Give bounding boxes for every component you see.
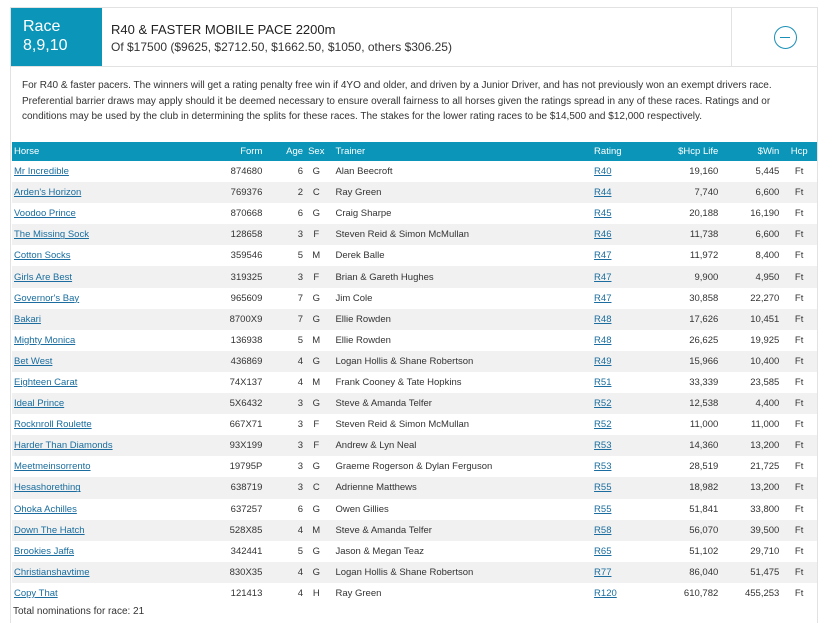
hcp-cell: Ft [794,545,804,557]
table-row [12,330,817,351]
horse-name-link[interactable]: Hesashorething [14,482,81,494]
horse-name-cell [12,161,195,182]
trainer-cell: Adrienne Matthews [327,477,592,498]
table-row [12,520,817,541]
form-cell: 769376 [195,182,264,203]
horse-name-cell [12,414,195,435]
hcp-life-cell: 14,360 [661,435,720,456]
hcp-life-cell: 28,519 [689,461,719,473]
age-cell: 3 [264,224,305,245]
rating-link[interactable]: R77 [594,566,612,578]
hcp-life-cell: 11,738 [661,224,720,245]
rating-link[interactable]: R47 [594,271,612,283]
horse-name-link[interactable]: Down The Hatch [14,524,85,536]
age-cell: 2 [264,182,305,203]
age-cell: 3 [264,435,305,456]
race-title: R40 & FASTER MOBILE PACE 2200m [111,22,336,37]
rating-link[interactable]: R46 [594,229,612,241]
hcp-life-cell: 51,841 [689,503,719,515]
hcp-life-cell: 30,858 [689,292,719,304]
sex-cell: F [305,224,327,245]
age-cell: 6 [297,503,304,515]
horse-name-cell [12,330,195,351]
rating-link[interactable]: R53 [594,440,612,452]
horse-name-link[interactable]: Cotton Socks [14,250,71,262]
win-cell: 5,445 [755,166,780,178]
age-cell: 3 [264,393,305,414]
hcp-life-cell: 86,040 [661,562,720,583]
form-cell: 359546 [230,250,263,262]
hcp-cell: Ft [781,266,817,287]
table-header-row [12,142,817,161]
form-cell: 342441 [230,545,263,557]
trainer-cell: Ellie Rowden [327,309,592,330]
horse-name-cell [12,245,195,266]
col-horse: Horse [12,142,195,161]
sex-cell: G [305,351,327,372]
form-cell: 319325 [195,266,264,287]
hcp-cell: Ft [781,562,817,583]
form-cell: 638719 [195,477,264,498]
trainer-cell: Steven Reid & Simon McMullan [335,419,470,431]
table-row [12,203,817,224]
win-cell: 33,800 [750,503,780,515]
age-cell: 5 [297,334,304,346]
age-cell: 4 [297,587,304,599]
horse-name-link[interactable]: Meetmeinsorrento [14,461,91,473]
trainer-cell: Steve & Amanda Telfer [327,520,592,541]
rating-link[interactable]: R53 [594,461,612,473]
rating-cell [592,245,661,266]
sex-cell: M [312,334,321,346]
table-row [12,541,817,562]
horse-name-cell [12,520,195,541]
race-conditions: For R40 & faster pacers. The winners will get a rating penalty free win if 4YO and older, and driven by a Junior Driver, and has not previously won an exempt drivers race. Preferential barrier draws may apply should it be deemed necessary to ensure overall fairness to all horses given the ratings spread in any of these races. Ratings and or conditions may be used by the club in determining the splits for these races. The stakes for the lower rating races to be $14,500 and $12,000 respectively. [22,80,772,122]
sex-cell: F [313,419,320,431]
table-row [12,372,817,393]
race-number-box [11,8,102,66]
trainer-cell: Ellie Rowden [335,334,391,346]
table-row [12,499,817,520]
hcp-cell: Ft [781,351,817,372]
sex-cell: G [305,562,327,583]
table-body [12,161,817,604]
win-cell: 21,725 [750,461,780,473]
sex-cell: G [312,503,320,515]
win-cell: 13,200 [720,435,781,456]
table-row [12,245,817,266]
table-row [12,182,817,203]
sex-cell: M [312,250,321,262]
rating-link[interactable]: R48 [594,334,612,346]
rating-link[interactable]: R51 [594,376,612,388]
hcp-life-cell: 56,070 [661,520,720,541]
hcp-life-cell: 18,982 [661,477,720,498]
horse-name-link[interactable]: Girls Are Best [14,271,73,283]
horse-name-link[interactable]: Bet West [14,355,53,367]
rating-cell [592,330,661,351]
win-cell: 6,600 [720,224,781,245]
rating-cell [592,477,661,498]
form-cell: 74X137 [229,376,263,388]
table-row [12,393,817,414]
age-cell: 4 [264,351,305,372]
nominations-table [12,142,817,604]
hcp-cell: Ft [794,292,804,304]
sex-cell: G [305,393,327,414]
rating-cell [592,435,661,456]
trainer-cell: Frank Cooney & Tate Hopkins [335,376,462,388]
hcp-cell: Ft [794,208,804,220]
race-label: Race [23,18,61,35]
table-row [12,456,817,477]
col-win: $Win [720,142,781,161]
hcp-life-cell: 17,626 [661,309,720,330]
hcp-cell: Ft [781,520,817,541]
hcp-cell: Ft [781,309,817,330]
age-cell: 5 [297,545,304,557]
race-header [11,8,817,67]
trainer-cell: Jim Cole [335,292,373,304]
win-cell: 23,585 [750,376,780,388]
age-cell: 7 [264,309,305,330]
age-cell: 7 [297,292,304,304]
horse-name-cell [12,351,195,372]
win-cell: 22,270 [750,292,780,304]
horse-name-link[interactable]: Copy That [14,587,58,599]
hcp-life-cell: 51,102 [689,545,719,557]
rating-cell [592,203,661,224]
horse-name-cell [12,288,195,309]
trainer-cell: Derek Balle [335,250,385,262]
hcp-cell: Ft [781,477,817,498]
rating-link[interactable]: R52 [594,419,612,431]
hcp-cell: Ft [794,250,804,262]
race-purse: Of $17500 ($9625, $2712.50, $1662.50, $1050, others $306.25) [111,40,452,54]
rating-cell [592,562,661,583]
hcp-life-cell: 7,740 [661,182,720,203]
form-cell: 121413 [230,587,263,599]
trainer-cell: Graeme Rogerson & Dylan Ferguson [335,461,493,473]
trainer-cell: Steve & Amanda Telfer [327,393,592,414]
sex-cell: M [312,376,321,388]
trainer-cell: Steven Reid & Simon McMullan [327,224,592,245]
rating-link[interactable]: R49 [594,355,612,367]
rating-cell [592,520,661,541]
rating-cell [592,309,661,330]
win-cell: 4,950 [720,266,781,287]
horse-name-cell [12,372,195,393]
rating-link[interactable]: R40 [594,166,612,178]
table-row [12,224,817,245]
col-hcp: Hcp [781,142,817,161]
trainer-cell: Ray Green [327,182,592,203]
col-form: Form [195,142,264,161]
trainer-cell: Jason & Megan Teaz [335,545,425,557]
horse-name-link[interactable]: Ideal Prince [14,398,65,410]
horse-name-cell [12,583,195,604]
rating-link[interactable]: R44 [594,187,612,199]
horse-name-cell [12,499,195,520]
hcp-cell: Ft [794,587,804,599]
horse-name-cell [12,393,195,414]
rating-cell [592,182,661,203]
form-cell: 965609 [230,292,263,304]
horse-name-link[interactable]: Bakari [14,313,41,325]
age-cell: 6 [297,166,304,178]
horse-name-cell [12,435,195,456]
sex-cell: G [305,309,327,330]
race-panel [10,7,818,623]
rating-link[interactable]: R45 [594,208,612,220]
horse-name-link[interactable]: Ohoka Achilles [14,503,77,515]
hcp-cell: Ft [781,182,817,203]
table-row [12,435,817,456]
form-cell: 19795P [229,461,263,473]
rating-link[interactable]: R55 [594,482,612,494]
trainer-cell: Owen Gillies [335,503,389,515]
form-cell: 528X85 [195,520,264,541]
horse-name-link[interactable]: Rocknroll Roulette [14,419,92,431]
sex-cell: G [312,208,320,220]
horse-name-link[interactable]: Eighteen Carat [14,376,78,388]
collapse-toggle-area [731,8,817,66]
horse-name-link[interactable]: Brookies Jaffa [14,545,75,557]
minus-circle-icon[interactable] [774,26,797,49]
rating-link[interactable]: R47 [594,250,612,262]
sex-cell: G [312,545,320,557]
rating-link[interactable]: R52 [594,398,612,410]
rating-cell [592,161,661,182]
horse-name-cell [12,562,195,583]
sex-cell: G [312,461,320,473]
table-row [12,288,817,309]
form-cell: 136938 [230,334,263,346]
form-cell: 93X199 [195,435,264,456]
col-hcp-life: $Hcp Life [661,142,720,161]
form-cell: 667X71 [229,419,263,431]
hcp-life-cell: 12,538 [661,393,720,414]
age-cell: 3 [297,461,304,473]
hcp-life-cell: 11,000 [689,419,719,431]
trainer-cell: Andrew & Lyn Neal [327,435,592,456]
horse-name-cell [12,456,195,477]
win-cell: 8,400 [755,250,780,262]
win-cell: 39,500 [720,520,781,541]
hcp-life-cell: 33,339 [689,376,719,388]
form-cell: 128658 [195,224,264,245]
trainer-cell: Craig Sharpe [335,208,392,220]
trainer-cell: Brian & Gareth Hughes [327,266,592,287]
rating-link[interactable]: R120 [594,587,617,599]
win-cell: 16,190 [750,208,780,220]
horse-name-cell [12,477,195,498]
rating-cell [592,266,661,287]
table-row [12,351,817,372]
hcp-cell: Ft [794,503,804,515]
age-cell: 4 [264,562,305,583]
hcp-life-cell: 26,625 [689,334,719,346]
age-cell: 3 [264,477,305,498]
table-row [12,583,817,604]
sex-cell: G [312,166,320,178]
age-cell: 3 [297,419,304,431]
hcp-life-cell: 9,900 [661,266,720,287]
rating-link[interactable]: R55 [594,503,612,515]
col-sex: Sex [305,142,327,161]
age-cell: 5 [297,250,304,262]
sex-cell: F [305,266,327,287]
hcp-cell: Ft [794,376,804,388]
win-cell: 10,400 [720,351,781,372]
trainer-cell: Alan Beecroft [335,166,393,178]
table-row [12,161,817,182]
horse-name-cell [12,266,195,287]
win-cell: 29,710 [750,545,780,557]
age-cell: 6 [297,208,304,220]
form-cell: 830X35 [195,562,264,583]
col-age: Age [264,142,305,161]
rating-cell [592,583,661,604]
rating-link[interactable]: R58 [594,524,612,536]
horse-name-cell [12,203,195,224]
horse-name-link[interactable]: Mr Incredible [14,166,69,178]
race-numbers: 8,9,10 [23,37,68,54]
table-row [12,309,817,330]
rating-link[interactable]: R65 [594,545,612,557]
sex-cell: H [312,587,320,599]
sex-cell: C [305,477,327,498]
col-trainer: Trainer [327,142,592,161]
rating-cell [592,456,661,477]
sex-cell: M [305,520,327,541]
horse-name-cell [12,541,195,562]
win-cell: 10,451 [720,309,781,330]
win-cell: 19,925 [750,334,780,346]
hcp-life-cell: 610,782 [683,587,719,599]
trainer-cell: Ray Green [335,587,382,599]
horse-name-link[interactable]: Harder Than Diamonds [14,440,113,452]
rating-cell [592,499,661,520]
form-cell: 874680 [230,166,263,178]
col-rating: Rating [592,142,661,161]
total-nominations: Total nominations for race: 21 [13,606,145,617]
hcp-life-cell: 11,972 [689,250,719,262]
rating-link[interactable]: R48 [594,313,612,325]
horse-name-link[interactable]: Voodoo Prince [14,208,76,220]
form-cell: 637257 [230,503,263,515]
form-cell: 5X6432 [195,393,264,414]
hcp-cell: Ft [781,435,817,456]
table-row [12,562,817,583]
sex-cell: G [312,292,320,304]
win-cell: 455,253 [744,587,780,599]
hcp-cell: Ft [794,419,804,431]
rating-cell [592,372,661,393]
horse-name-cell [12,224,195,245]
rating-cell [592,541,661,562]
form-cell: 870668 [230,208,263,220]
horse-name-link[interactable]: Mighty Monica [14,334,76,346]
horse-name-link[interactable]: Christianshavtime [14,566,90,578]
horse-name-link[interactable]: Governor's Bay [14,292,80,304]
rating-cell [592,351,661,372]
rating-link[interactable]: R47 [594,292,612,304]
age-cell: 4 [264,520,305,541]
win-cell: 6,600 [720,182,781,203]
age-cell: 3 [264,266,305,287]
hcp-cell: Ft [794,461,804,473]
horse-name-link[interactable]: Arden's Horizon [14,187,82,199]
win-cell: 13,200 [720,477,781,498]
sex-cell: C [305,182,327,203]
table-row [12,414,817,435]
hcp-cell: Ft [781,393,817,414]
age-cell: 4 [297,376,304,388]
table-row [12,266,817,287]
hcp-life-cell: 19,160 [689,166,719,178]
horse-name-cell [12,309,195,330]
rating-cell [592,414,661,435]
win-cell: 51,475 [720,562,781,583]
hcp-life-cell: 15,966 [661,351,720,372]
form-cell: 436869 [195,351,264,372]
sex-cell: F [305,435,327,456]
rating-cell [592,288,661,309]
win-cell: 4,400 [720,393,781,414]
table-row [12,477,817,498]
trainer-cell: Logan Hollis & Shane Robertson [327,562,592,583]
hcp-cell: Ft [781,224,817,245]
win-cell: 11,000 [750,419,780,431]
hcp-cell: Ft [794,334,804,346]
form-cell: 8700X9 [195,309,264,330]
horse-name-cell [12,182,195,203]
rating-cell [592,224,661,245]
horse-name-link[interactable]: The Missing Sock [14,229,89,241]
rating-cell [592,393,661,414]
hcp-life-cell: 20,188 [689,208,719,220]
trainer-cell: Logan Hollis & Shane Robertson [327,351,592,372]
hcp-cell: Ft [794,166,804,178]
